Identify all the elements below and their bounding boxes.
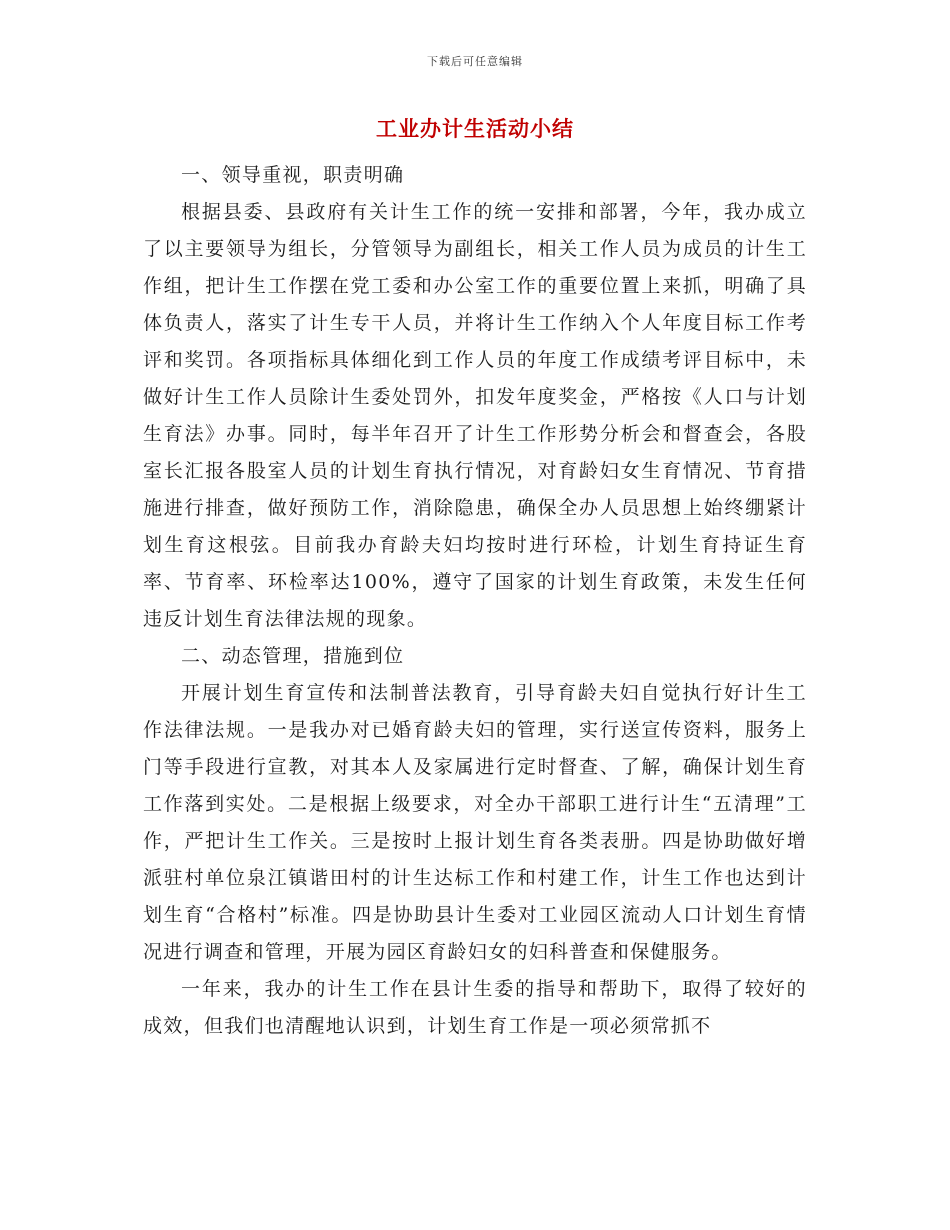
section-heading-1: 一、领导重视，职责明确 [181,164,405,186]
paragraph-1: 根据县委、县政府有关计生工作的统一安排和部署，今年，我办成立了以主要领导为组长，分管领导为副组长，相关工作人员为成员的计生工作组，把计生工作摆在党工委和办公室工作的重要位置上来抓，明确了具体负责人，落实了计生专干人员，并将计生工作纳入个人年度目标工作考评和奖罚。各项指标具体细化到工作人员的年度工作成绩考评目标中，未做好计生工作人员除计生委处罚外，扣发年度奖金，严格按《人口与计划生育法》办事。同时，每半年召开了计生工作形势分析会和督查会，各股室长汇报各股室人员的计划生育执行情况，对育龄妇女生育情况、节育措施进行排查，做好预防工作，消除隐患，确保全办人员思想上始终绷紧计划生育这根弦。目前我办育龄夫妇均按时进行环检，计划生育持证生育率、节育率、环检率达100%，遵守了国家的计划生育政策，未发生任何违反计划生育法律法规的现象。 [143,201,807,630]
paragraph-2: 开展计划生育宣传和法制普法教育，引导育龄夫妇自觉执行好计生工作法律法规。一是我办对已婚育龄夫妇的管理，实行送宣传资料，服务上门等手段进行宣教，对其本人及家属进行定时督查、了解，确保计划生育工作落到实处。二是根据上级要求，对全办干部职工进行计生“五清理”工作，严把计生工作关。三是按时上报计划生育各类表册。四是协助做好增派驻村单位泉江镇谐田村的计生达标工作和村建工作，计生工作也达到计划生育“合格村”标准。四是协助县计生委对工业园区流动人口计划生育情况进行调查和管理，开展为园区育龄妇女的妇科普查和保健服务。 [143,682,807,963]
paragraph-3: 一年来，我办的计生工作在县计生委的指导和帮助下，取得了较好的成效，但我们也清醒地认识到，计划生育工作是一项必须常抓不 [143,978,807,1037]
document-title: 工业办计生活动小结 [376,116,574,141]
header-note: 下载后可任意编辑 [427,55,523,68]
section-heading-2: 二、动态管理，措施到位 [181,645,405,667]
document-body [143,157,807,1045]
